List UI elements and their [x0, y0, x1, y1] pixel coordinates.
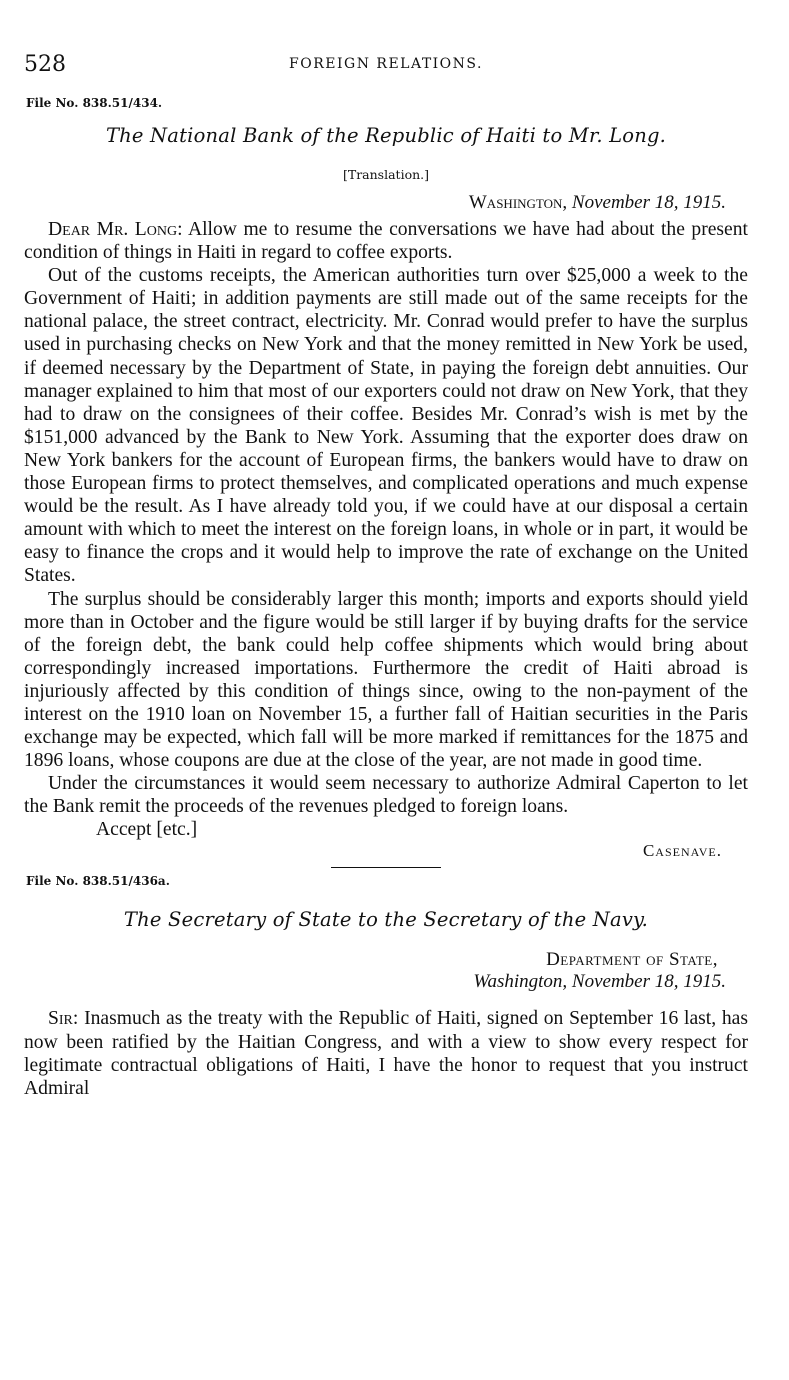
letter-1-paragraph-4: Under the circumstances it would seem necessary to authorize Admiral Caperton to let the Bank remit the proceeds of the revenues pledged to foreign loans. — [24, 773, 748, 818]
salutation-2: Sir: — [48, 1008, 79, 1030]
paragraph-1-text: Allow me to resume the conversations we have had about the present condition of things in Haiti in regard to coffee exports. — [24, 219, 748, 264]
letter-1-paragraph-1 — [24, 218, 748, 264]
letter-2-paragraph-text: Inasmuch as the treaty with the Republic of Haiti, signed on September 16 last, has now been ratified by the Haitian Congress, and with a view to show every respect for legitimate contractual obligations of Haiti, I have the honor to request that you instruct Admiral — [24, 1008, 748, 1099]
salutation-1: Dear Mr. Long: — [48, 219, 183, 240]
running-head — [24, 52, 748, 92]
section-divider — [331, 867, 441, 868]
letter-1-dateline — [24, 192, 726, 214]
letter-1-paragraph-3: The surplus should be considerably larger this month; imports and exports should yield more than in October and the figure would be still larger if by buying drafts for the service of the foreign debt, the bank could help coffee shipments which would bring about correspondingly increased importations. Furthermore the credit of Haiti abroad is injuriously affected by this condition of things since, owing to the non-payment of the interest on the 1910 loan on November 15, a further fall of Haitian securities in the Paris exchange may be expected, which fall will be more marked if remittances for the 1875 and 1896 loans, whose coupons are due at the close of the year, are not made in good time. — [24, 588, 748, 772]
translation-note: [Translation.] — [342, 167, 429, 182]
file-number-1: File No. 838.51/434. — [26, 96, 163, 110]
page-number: 528 — [24, 52, 66, 77]
letter-1-title: The National Bank of the Republic of Haiti to Mr. Long. — [105, 124, 667, 147]
letter-2-paragraph-1 — [24, 1007, 748, 1099]
letter-2-address — [24, 949, 726, 993]
address-line-1: Department of State, — [546, 949, 718, 971]
dateline-date: November 18, 1915. — [571, 192, 726, 213]
address-line-2: Washington, November 18, 1915. — [473, 971, 726, 993]
letter-2-title: The Secretary of State to the Secretary of the Navy. — [123, 908, 649, 932]
letter-1-closing: Accept [etc.] — [96, 819, 198, 841]
dateline-place: Washington, — [468, 192, 568, 213]
document-page — [24, 0, 748, 1100]
letter-1-signature: Casenave. — [642, 841, 722, 861]
running-title: FOREIGN RELATIONS. — [289, 56, 483, 72]
file-number-2: File No. 838.51/436a. — [26, 874, 170, 889]
letter-1-paragraph-2: Out of the customs receipts, the American authorities turn over $25,000 a week to the Government of Haiti; in addition payments are still made out of the same receipts for the national palace, the street contract, electricity. Mr. Conrad would prefer to have the surplus used in purchasing checks on New York and that the money remitted in New York be used, if deemed necessary by the Department of State, in paying the foreign debt annuities. Our manager explained to him that most of our exporters could not draw on New York, that they had to draw on the consignees of their coffee. Besides Mr. Conrad’s wish is met by the $151,000 advanced by the Bank to New York. Assuming that the exporter does draw on New York bankers for the account of European firms, the bankers would have to draw on those European firms to protect themselves, and complicated operations and much expense would be the result. As I have already told you, if we could have at our disposal a certain amount with which to meet the interest on the foreign loans, in whole or in part, it would be easy to finance the crops and it would help to improve the rate of exchange on the United States. — [24, 265, 748, 587]
